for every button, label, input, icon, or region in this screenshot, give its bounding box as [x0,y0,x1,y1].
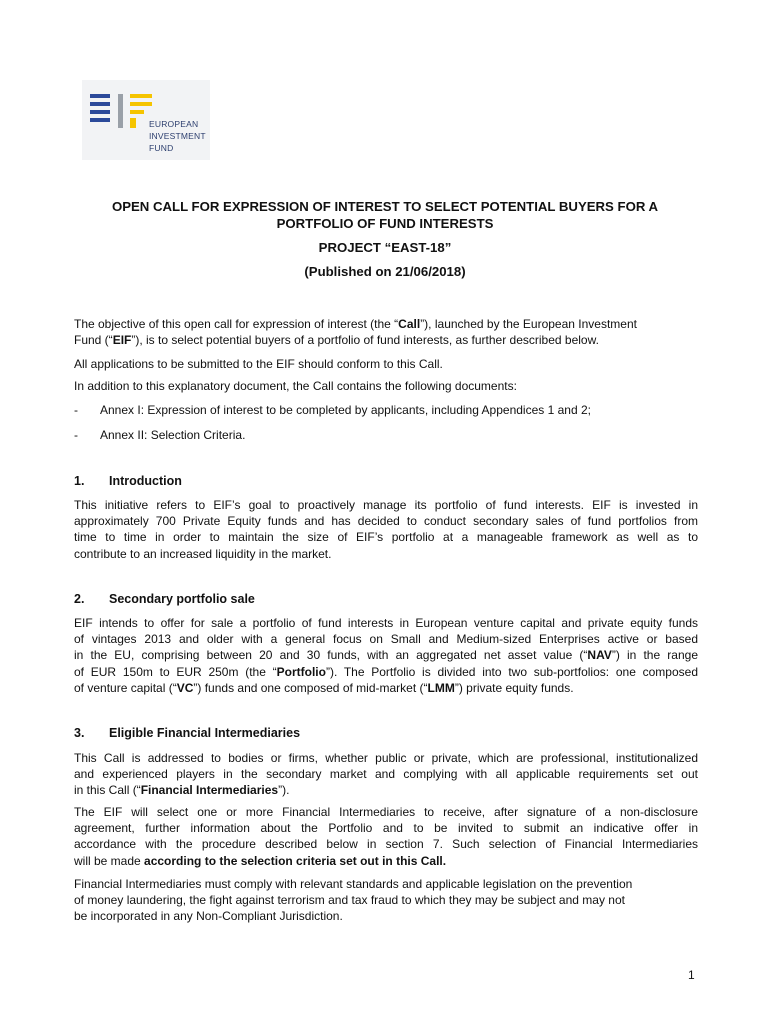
document-title [60,198,710,232]
text-line [74,647,698,663]
title-line-1: OPEN CALL FOR EXPRESSION OF INTEREST TO SELECT POTENTIAL BUYERS FOR A [111,199,659,214]
section-title: Secondary portfolio sale [109,592,255,606]
page-number: 1 [688,968,695,982]
defined-term-nav: NAV [587,648,612,663]
text-run: will be made [74,853,145,868]
text-line [74,782,698,798]
text-run: Fund (“ [74,333,113,348]
section-heading-introduction [74,474,182,488]
defined-term-call: Call [398,317,421,331]
text-run: ”), is to select potential buyers of a portfolio of fund interests, as further described below. [131,333,599,348]
text-line: This initiative refers to EIF’s goal to proactively manage its portfolio of fund interests. EIF is invested in [74,498,698,512]
eif-logo-mark [90,94,152,128]
text-line: The EIF will select one or more Financial Intermediaries to receive, after signature of a non-disclosure [74,805,698,819]
text-line: of money laundering, the fight against terrorism and tax fraud to which they may be subject and may not [74,893,625,908]
defined-term-eif: EIF [112,333,132,348]
intro-paragraph-objective [74,316,698,348]
emphasis-selection-criteria: according to the selection criteria set out in this Call. [144,853,447,868]
section-number: 3. [74,726,85,740]
section-heading-secondary-portfolio-sale [74,592,255,606]
text-line: accordance with the procedure described below in section 7. Such selection of Financial Intermediaries [74,837,698,852]
text-line: and experienced players in the secondary market and complying with all applicable requirements set out [74,767,698,782]
text-run: of venture capital (“ [74,680,177,695]
title-line-2: PORTFOLIO OF FUND INTERESTS [276,216,494,231]
defined-term-portfolio: Portfolio [276,664,326,679]
list-item-text: Annex II: Selection Criteria. [100,428,246,442]
text-run: ”) in the range [611,648,698,663]
text-line: EIF intends to offer for sale a portfolio of fund interests in European venture capital and private equity funds [74,616,698,630]
bullet-dash: - [74,428,78,442]
section-title: Introduction [109,474,182,488]
text-run: of EUR 150m to EUR 250m (the “ [74,664,277,679]
text-run: ”), launched by the European Investment [420,317,637,331]
intro-paragraph-conform [74,356,698,372]
logo-line-2: INVESTMENT [149,131,206,141]
text-line: In addition to this explanatory document, the Call contains the following documents: [74,379,517,393]
logo-line-3: FUND [149,143,174,153]
eif-logo [82,80,210,160]
list-item-text: Annex I: Expression of interest to be completed by applicants, including Appendices 1 and 2; [100,403,591,417]
bullet-dash: - [74,403,78,417]
text-line: be incorporated in any Non-Compliant Jurisdiction. [74,909,343,924]
text-line: contribute to an increased liquidity in the market. [74,546,332,561]
section-3-paragraph-3 [74,876,698,925]
text-line: agreement, further information about the Portfolio and to be invited to submit an indicative offer in [74,821,698,836]
list-item-annex-2 [74,428,245,442]
section-3-paragraph-1 [74,750,698,799]
defined-term-vc: VC [176,680,194,695]
logo-line-1: EUROPEAN [149,119,199,129]
text-run: The objective of this open call for expression of interest (the “ [74,317,399,331]
text-run: ”) private equity funds. [454,680,574,695]
intro-paragraph-documents [74,378,698,394]
project-name: PROJECT “EAST-18” [318,240,452,255]
defined-term-lmm: LMM [427,680,455,695]
text-line: This Call is addressed to bodies or firms, whether public or private, which are professional, institutionalized [74,751,698,765]
text-line: Financial Intermediaries must comply with relevant standards and applicable legislation on the prevention [74,877,633,891]
section-number: 2. [74,592,85,606]
text-run: ”) funds and one composed of mid-market (“ [193,680,428,695]
section-heading-eligible-financial-intermediaries [74,726,300,740]
text-line: of vintages 2013 and older with a general focus on Small and Medium-sized Enterprises active or based [74,632,698,647]
text-line: approximately 700 Private Equity funds and has decided to conduct secondary sales of fund portfolios from [74,514,698,529]
text-run: in the EU, comprising between 20 and 30 funds, with an aggregated net asset value (“ [74,648,588,663]
text-line [74,680,698,696]
section-1-paragraph [74,497,698,562]
text-run: in this Call (“ [74,783,141,798]
text-line [74,664,698,680]
publication-date: (Published on 21/06/2018) [304,264,466,279]
section-title: Eligible Financial Intermediaries [109,726,301,740]
section-3-paragraph-2 [74,804,698,869]
text-line [74,853,698,869]
text-line: time to time in order to maintain the size of EIF’s portfolio at a manageable framework as well as to [74,530,698,545]
eif-logo-text [149,118,206,154]
defined-term-financial-intermediaries: Financial Intermediaries [140,783,279,798]
section-number: 1. [74,474,85,488]
text-run: ”). [278,783,290,798]
text-line: All applications to be submitted to the EIF should conform to this Call. [74,357,443,371]
section-2-paragraph [74,615,698,696]
list-item-annex-1 [74,403,591,417]
text-run: ”). The Portfolio is divided into two sub-portfolios: one composed [325,664,698,679]
